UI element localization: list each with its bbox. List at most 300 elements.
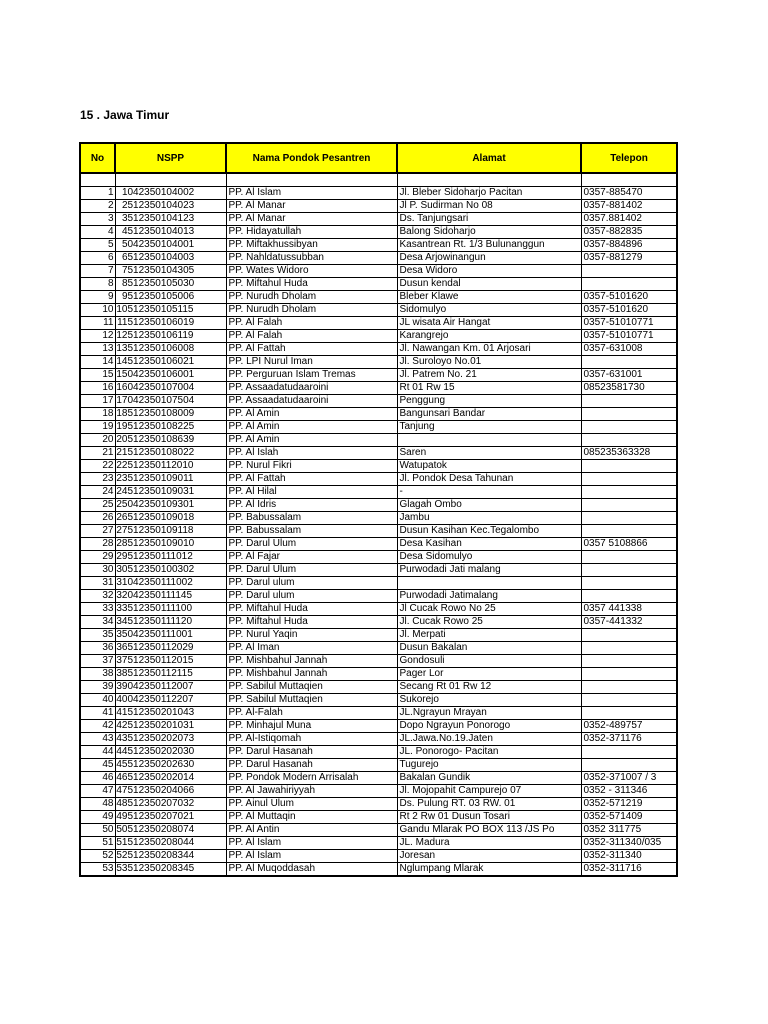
table-row	[80, 863, 677, 877]
cell-seq: 50	[116, 824, 128, 835]
cell-no: 25	[80, 499, 115, 512]
cell-alamat: Jl. Bleber Sidoharjo Pacitan	[397, 187, 581, 200]
cell-nspp	[115, 759, 226, 772]
cell-alamat: Joresan	[397, 850, 581, 863]
table-row	[80, 772, 677, 785]
cell-nama: PP. LPI Nurul Iman	[226, 356, 397, 369]
cell-no: 34	[80, 616, 115, 629]
cell-nspp	[115, 551, 226, 564]
cell-nspp-code: 512350105006	[127, 291, 195, 302]
cell-seq: 6	[121, 252, 128, 263]
cell-nspp	[115, 239, 226, 252]
cell-no: 7	[80, 265, 115, 278]
cell-nspp	[115, 863, 226, 877]
table-row	[80, 642, 677, 655]
cell-telepon	[581, 642, 677, 655]
cell-alamat: Jl. Suroloyo No.01	[397, 356, 581, 369]
cell-telepon: 0357-631001	[581, 369, 677, 382]
cell-no: 30	[80, 564, 115, 577]
cell-seq: 9	[121, 291, 128, 302]
cell-alamat: Purwodadi Jatimalang	[397, 590, 581, 603]
cell-alamat: Nglumpang Mlarak	[397, 863, 581, 877]
cell-telepon: 0357-5101620	[581, 291, 677, 304]
table-row	[80, 668, 677, 681]
cell-nspp-code: 512350204066	[127, 785, 195, 796]
cell-telepon: 0357-5101620	[581, 304, 677, 317]
cell-seq: 24	[116, 486, 128, 497]
cell-nspp-code: 042350109301	[127, 499, 195, 510]
cell-nspp-code: 512350208044	[127, 837, 195, 848]
table-row	[80, 733, 677, 746]
cell-nspp	[115, 265, 226, 278]
cell-nspp	[115, 564, 226, 577]
cell-nama: PP. Sabilul Muttaqien	[226, 694, 397, 707]
cell-alamat: Secang Rt 01 Rw 12	[397, 681, 581, 694]
table-row	[80, 590, 677, 603]
cell-nama: PP. Al Manar	[226, 200, 397, 213]
cell-nspp	[115, 655, 226, 668]
cell-no: 37	[80, 655, 115, 668]
cell-no: 24	[80, 486, 115, 499]
cell-alamat: JL. Madura	[397, 837, 581, 850]
cell-nspp-code: 512350109010	[127, 538, 195, 549]
cell-telepon	[581, 460, 677, 473]
cell-seq: 41	[116, 707, 128, 718]
cell-nspp	[115, 226, 226, 239]
cell-nspp	[115, 421, 226, 434]
cell-no: 2	[80, 200, 115, 213]
cell-nspp	[115, 213, 226, 226]
cell-telepon: 0357-631008	[581, 343, 677, 356]
cell-telepon: 0357-51010771	[581, 330, 677, 343]
cell-seq: 48	[116, 798, 128, 809]
cell-nspp-code: 042350104001	[127, 239, 195, 250]
cell-seq: 39	[116, 681, 128, 692]
cell-nspp	[115, 694, 226, 707]
cell-nspp	[115, 837, 226, 850]
cell-telepon: 0357-884896	[581, 239, 677, 252]
cell-nspp	[115, 668, 226, 681]
cell-telepon	[581, 408, 677, 421]
cell-alamat: Dopo Ngrayun Ponorogo	[397, 720, 581, 733]
cell-nspp	[115, 200, 226, 213]
cell-nspp-code: 512350109011	[127, 473, 194, 484]
cell-no: 32	[80, 590, 115, 603]
cell-telepon: 0352-371176	[581, 733, 677, 746]
table-row	[80, 694, 677, 707]
header-gap	[80, 173, 677, 187]
cell-alamat: Pager Lor	[397, 668, 581, 681]
cell-alamat: Saren	[397, 447, 581, 460]
header-alamat: Alamat	[397, 143, 581, 173]
table-row	[80, 746, 677, 759]
cell-nspp-code: 042350111002	[127, 577, 193, 588]
cell-telepon	[581, 278, 677, 291]
table-row	[80, 395, 677, 408]
cell-nspp-code: 512350108009	[127, 408, 195, 419]
table-row	[80, 252, 677, 265]
cell-nama: PP. Al Amin	[226, 421, 397, 434]
cell-nama: PP. Miftahul Huda	[226, 616, 397, 629]
cell-alamat: JL.Ngrayun Mrayan	[397, 707, 581, 720]
cell-nspp-code: 512350104305	[127, 265, 195, 276]
cell-telepon	[581, 577, 677, 590]
cell-nama: PP. Miftahul Huda	[226, 603, 397, 616]
cell-alamat: Purwodadi Jati malang	[397, 564, 581, 577]
table-row	[80, 551, 677, 564]
table-row	[80, 486, 677, 499]
cell-alamat: Rt 2 Rw 01 Dusun Tosari	[397, 811, 581, 824]
cell-nspp	[115, 538, 226, 551]
cell-nspp	[115, 785, 226, 798]
table-row	[80, 265, 677, 278]
pesantren-table	[79, 142, 678, 877]
cell-nama: PP. Nurul Fikri	[226, 460, 397, 473]
table-row	[80, 603, 677, 616]
table-row	[80, 200, 677, 213]
cell-nspp-code: 512350106119	[127, 330, 194, 341]
cell-nama: PP. Mishbahul Jannah	[226, 668, 397, 681]
cell-alamat: Sukorejo	[397, 694, 581, 707]
cell-no: 52	[80, 850, 115, 863]
cell-seq: 16	[116, 382, 128, 393]
cell-nspp-code: 512350112010	[127, 460, 194, 471]
cell-nspp-code: 512350109118	[127, 525, 194, 536]
cell-alamat: Desa Widoro	[397, 265, 581, 278]
cell-alamat: Jl. Patrem No. 21	[397, 369, 581, 382]
cell-nspp	[115, 811, 226, 824]
header-nama: Nama Pondok Pesantren	[226, 143, 397, 173]
table-row	[80, 811, 677, 824]
cell-telepon	[581, 486, 677, 499]
cell-no: 39	[80, 681, 115, 694]
table-row	[80, 850, 677, 863]
cell-telepon	[581, 668, 677, 681]
cell-alamat: JL wisata Air Hangat	[397, 317, 581, 330]
cell-nspp	[115, 681, 226, 694]
table-row	[80, 291, 677, 304]
cell-alamat: Gandu Mlarak PO BOX 113 /JS Po	[397, 824, 581, 837]
table-body	[80, 173, 677, 876]
cell-telepon: 0352-571409	[581, 811, 677, 824]
cell-no: 35	[80, 629, 115, 642]
cell-seq: 15	[116, 369, 128, 380]
cell-telepon: 0357-441332	[581, 616, 677, 629]
table-row	[80, 798, 677, 811]
cell-nama: PP. Darul Hasanah	[226, 746, 397, 759]
table-row	[80, 278, 677, 291]
header-nspp: NSPP	[115, 143, 226, 173]
cell-no: 12	[80, 330, 115, 343]
cell-no: 20	[80, 434, 115, 447]
cell-nspp-code: 042350104002	[127, 187, 195, 198]
cell-no: 3	[80, 213, 115, 226]
cell-seq: 17	[116, 395, 128, 406]
cell-telepon	[581, 629, 677, 642]
table-row	[80, 421, 677, 434]
cell-nspp-code: 512350207032	[127, 798, 195, 809]
cell-nspp-code: 512350111120	[127, 616, 193, 627]
cell-no: 28	[80, 538, 115, 551]
cell-telepon	[581, 655, 677, 668]
cell-nama: PP. Wates Widoro	[226, 265, 397, 278]
cell-no: 11	[80, 317, 115, 330]
table-row	[80, 369, 677, 382]
table-row	[80, 681, 677, 694]
cell-alamat: Jambu	[397, 512, 581, 525]
cell-nspp	[115, 460, 226, 473]
cell-nama: PP. Al Falah	[226, 317, 397, 330]
cell-alamat: Rt 01 Rw 15	[397, 382, 581, 395]
cell-nama: PP. Al Amin	[226, 434, 397, 447]
cell-nama: PP. Perguruan Islam Tremas	[226, 369, 397, 382]
cell-telepon: 0357 441338	[581, 603, 677, 616]
cell-telepon: 0352-571219	[581, 798, 677, 811]
cell-nama: PP. Al Muqoddasah	[226, 863, 397, 877]
cell-nspp-code: 512350100302	[127, 564, 195, 575]
cell-seq: 5	[121, 239, 128, 250]
cell-seq: 35	[116, 629, 128, 640]
cell-nspp-code: 512350109018	[127, 512, 195, 523]
table-row	[80, 330, 677, 343]
cell-no: 53	[80, 863, 115, 877]
cell-nspp	[115, 252, 226, 265]
cell-no: 31	[80, 577, 115, 590]
table-row	[80, 564, 677, 577]
cell-seq: 18	[116, 408, 128, 419]
cell-seq: 3	[121, 213, 128, 224]
cell-seq: 52	[116, 850, 128, 861]
cell-no: 40	[80, 694, 115, 707]
cell-alamat: Jl. Merpati	[397, 629, 581, 642]
cell-seq: 21	[116, 447, 128, 458]
cell-no: 29	[80, 551, 115, 564]
cell-nspp-code: 512350208345	[127, 863, 195, 874]
cell-nspp	[115, 642, 226, 655]
cell-nspp	[115, 317, 226, 330]
cell-no: 5	[80, 239, 115, 252]
cell-alamat: Bakalan Gundik	[397, 772, 581, 785]
cell-nspp	[115, 824, 226, 837]
cell-nspp	[115, 343, 226, 356]
cell-nspp-code: 512350106008	[127, 343, 195, 354]
cell-telepon	[581, 707, 677, 720]
cell-seq: 42	[116, 720, 128, 731]
cell-nspp-code: 512350201031	[127, 720, 195, 731]
cell-telepon: 0357-881279	[581, 252, 677, 265]
cell-nspp	[115, 707, 226, 720]
cell-seq: 34	[116, 616, 128, 627]
cell-nama: PP. Miftahul Huda	[226, 278, 397, 291]
cell-seq: 43	[116, 733, 128, 744]
cell-nspp	[115, 720, 226, 733]
cell-no: 17	[80, 395, 115, 408]
cell-telepon	[581, 681, 677, 694]
cell-alamat: Penggung	[397, 395, 581, 408]
cell-nama: PP. Darul ulum	[226, 590, 397, 603]
cell-nspp	[115, 772, 226, 785]
cell-no: 42	[80, 720, 115, 733]
cell-telepon: 0357-51010771	[581, 317, 677, 330]
cell-seq: 53	[116, 863, 128, 874]
table-row	[80, 512, 677, 525]
cell-alamat: JL.Jawa.No.19.Jaten	[397, 733, 581, 746]
cell-telepon: 0357-885470	[581, 187, 677, 200]
cell-alamat: Ds. Pulung RT. 03 RW. 01	[397, 798, 581, 811]
table-row	[80, 824, 677, 837]
cell-telepon	[581, 759, 677, 772]
cell-no: 6	[80, 252, 115, 265]
cell-seq: 37	[116, 655, 128, 666]
cell-no: 26	[80, 512, 115, 525]
cell-seq: 8	[121, 278, 128, 289]
cell-alamat	[397, 434, 581, 447]
table-row	[80, 356, 677, 369]
cell-seq: 51	[116, 837, 128, 848]
cell-nspp-code: 512350104123	[127, 213, 195, 224]
cell-nspp-code: 512350112029	[127, 642, 194, 653]
cell-nspp	[115, 369, 226, 382]
cell-seq: 4	[121, 226, 128, 237]
cell-telepon	[581, 265, 677, 278]
cell-nspp-code: 512350109031	[127, 486, 195, 497]
table-row	[80, 616, 677, 629]
cell-seq: 1	[121, 187, 128, 198]
cell-nspp-code: 512350208344	[127, 850, 195, 861]
cell-no: 21	[80, 447, 115, 460]
cell-nama: PP. Assaadatudaaroini	[226, 395, 397, 408]
cell-nama: PP. Miftakhussibyan	[226, 239, 397, 252]
cell-alamat: Balong Sidoharjo	[397, 226, 581, 239]
cell-alamat: Watupatok	[397, 460, 581, 473]
cell-nama: PP. Al Amin	[226, 408, 397, 421]
table-row	[80, 538, 677, 551]
cell-nspp	[115, 434, 226, 447]
cell-nama: PP. Al Islam	[226, 850, 397, 863]
cell-no: 36	[80, 642, 115, 655]
cell-seq: 32	[116, 590, 128, 601]
cell-telepon: 0357 5108866	[581, 538, 677, 551]
table-row	[80, 837, 677, 850]
table-row	[80, 304, 677, 317]
cell-alamat: Jl. Cucak Rowo 25	[397, 616, 581, 629]
table-row	[80, 629, 677, 642]
cell-alamat: Sidomulyo	[397, 304, 581, 317]
cell-no: 22	[80, 460, 115, 473]
cell-nama: PP. Al-Istiqomah	[226, 733, 397, 746]
cell-no: 13	[80, 343, 115, 356]
cell-nspp-code: 512350105030	[127, 278, 195, 289]
cell-nspp	[115, 473, 226, 486]
cell-nspp	[115, 356, 226, 369]
cell-nspp-code: 512350108639	[127, 434, 195, 445]
cell-nspp-code: 512350202073	[127, 733, 195, 744]
table-row	[80, 226, 677, 239]
header-telepon: Telepon	[581, 143, 677, 173]
table-header-row	[80, 143, 677, 173]
cell-nspp	[115, 603, 226, 616]
cell-nama: PP. Hidayatullah	[226, 226, 397, 239]
cell-seq: 25	[116, 499, 128, 510]
cell-alamat: Tugurejo	[397, 759, 581, 772]
cell-nama: PP. Al Idris	[226, 499, 397, 512]
cell-nama: PP. Al Fajar	[226, 551, 397, 564]
cell-seq: 29	[116, 551, 128, 562]
cell-telepon	[581, 499, 677, 512]
cell-alamat: Jl P. Sudirman No 08	[397, 200, 581, 213]
cell-telepon: 085235363328	[581, 447, 677, 460]
cell-seq: 36	[116, 642, 128, 653]
cell-no: 48	[80, 798, 115, 811]
cell-telepon: 0357.881402	[581, 213, 677, 226]
cell-no: 43	[80, 733, 115, 746]
cell-nama: PP. Al Islam	[226, 837, 397, 850]
cell-seq: 44	[116, 746, 128, 757]
cell-alamat: Dusun Kasihan Kec.Tegalombo	[397, 525, 581, 538]
cell-telepon: 0352 - 311346	[581, 785, 677, 798]
cell-no: 51	[80, 837, 115, 850]
cell-nspp-code: 512350202030	[127, 746, 195, 757]
cell-no: 44	[80, 746, 115, 759]
cell-seq: 30	[116, 564, 128, 575]
cell-telepon: 0357-881402	[581, 200, 677, 213]
cell-nama: PP. Nurul Yaqin	[226, 629, 397, 642]
table-row	[80, 720, 677, 733]
cell-nspp-code: 512350202630	[127, 759, 195, 770]
cell-nama: PP. Babussalam	[226, 512, 397, 525]
cell-nspp	[115, 590, 226, 603]
table-row	[80, 343, 677, 356]
cell-telepon: 0352 311775	[581, 824, 677, 837]
table-row	[80, 317, 677, 330]
cell-nspp-code: 512350207021	[127, 811, 195, 822]
table-row	[80, 382, 677, 395]
cell-alamat: Dusun Bakalan	[397, 642, 581, 655]
cell-alamat: Jl Cucak Rowo No 25	[397, 603, 581, 616]
cell-nspp-code: 512350111100	[127, 603, 193, 614]
cell-no: 18	[80, 408, 115, 421]
cell-nama: PP. Al Islam	[226, 187, 397, 200]
cell-seq: 12	[116, 330, 128, 341]
cell-seq: 40	[116, 694, 128, 705]
table-row	[80, 187, 677, 200]
cell-nama: PP. Al Fattah	[226, 343, 397, 356]
cell-nama: PP. Al Antin	[226, 824, 397, 837]
cell-no: 23	[80, 473, 115, 486]
cell-nspp	[115, 278, 226, 291]
cell-nama: PP. Al Hilal	[226, 486, 397, 499]
cell-nama: PP. Nurudh Dholam	[226, 304, 397, 317]
cell-no: 10	[80, 304, 115, 317]
cell-nspp-code: 042350112007	[127, 681, 194, 692]
table-row	[80, 707, 677, 720]
cell-nspp	[115, 395, 226, 408]
cell-no: 49	[80, 811, 115, 824]
cell-no: 19	[80, 421, 115, 434]
cell-seq: 22	[116, 460, 128, 471]
cell-nspp-code: 042350106001	[127, 369, 195, 380]
cell-nama: PP. Al Manar	[226, 213, 397, 226]
cell-nama: PP. Pondok Modern Arrisalah	[226, 772, 397, 785]
cell-nspp-code: 512350108225	[127, 421, 195, 432]
cell-seq: 45	[116, 759, 128, 770]
cell-nama: PP. Al Fattah	[226, 473, 397, 486]
table-row	[80, 525, 677, 538]
cell-alamat: Bangunsari Bandar	[397, 408, 581, 421]
cell-no: 1	[80, 187, 115, 200]
table-row	[80, 408, 677, 421]
cell-nspp-code: 512350106019	[127, 317, 195, 328]
